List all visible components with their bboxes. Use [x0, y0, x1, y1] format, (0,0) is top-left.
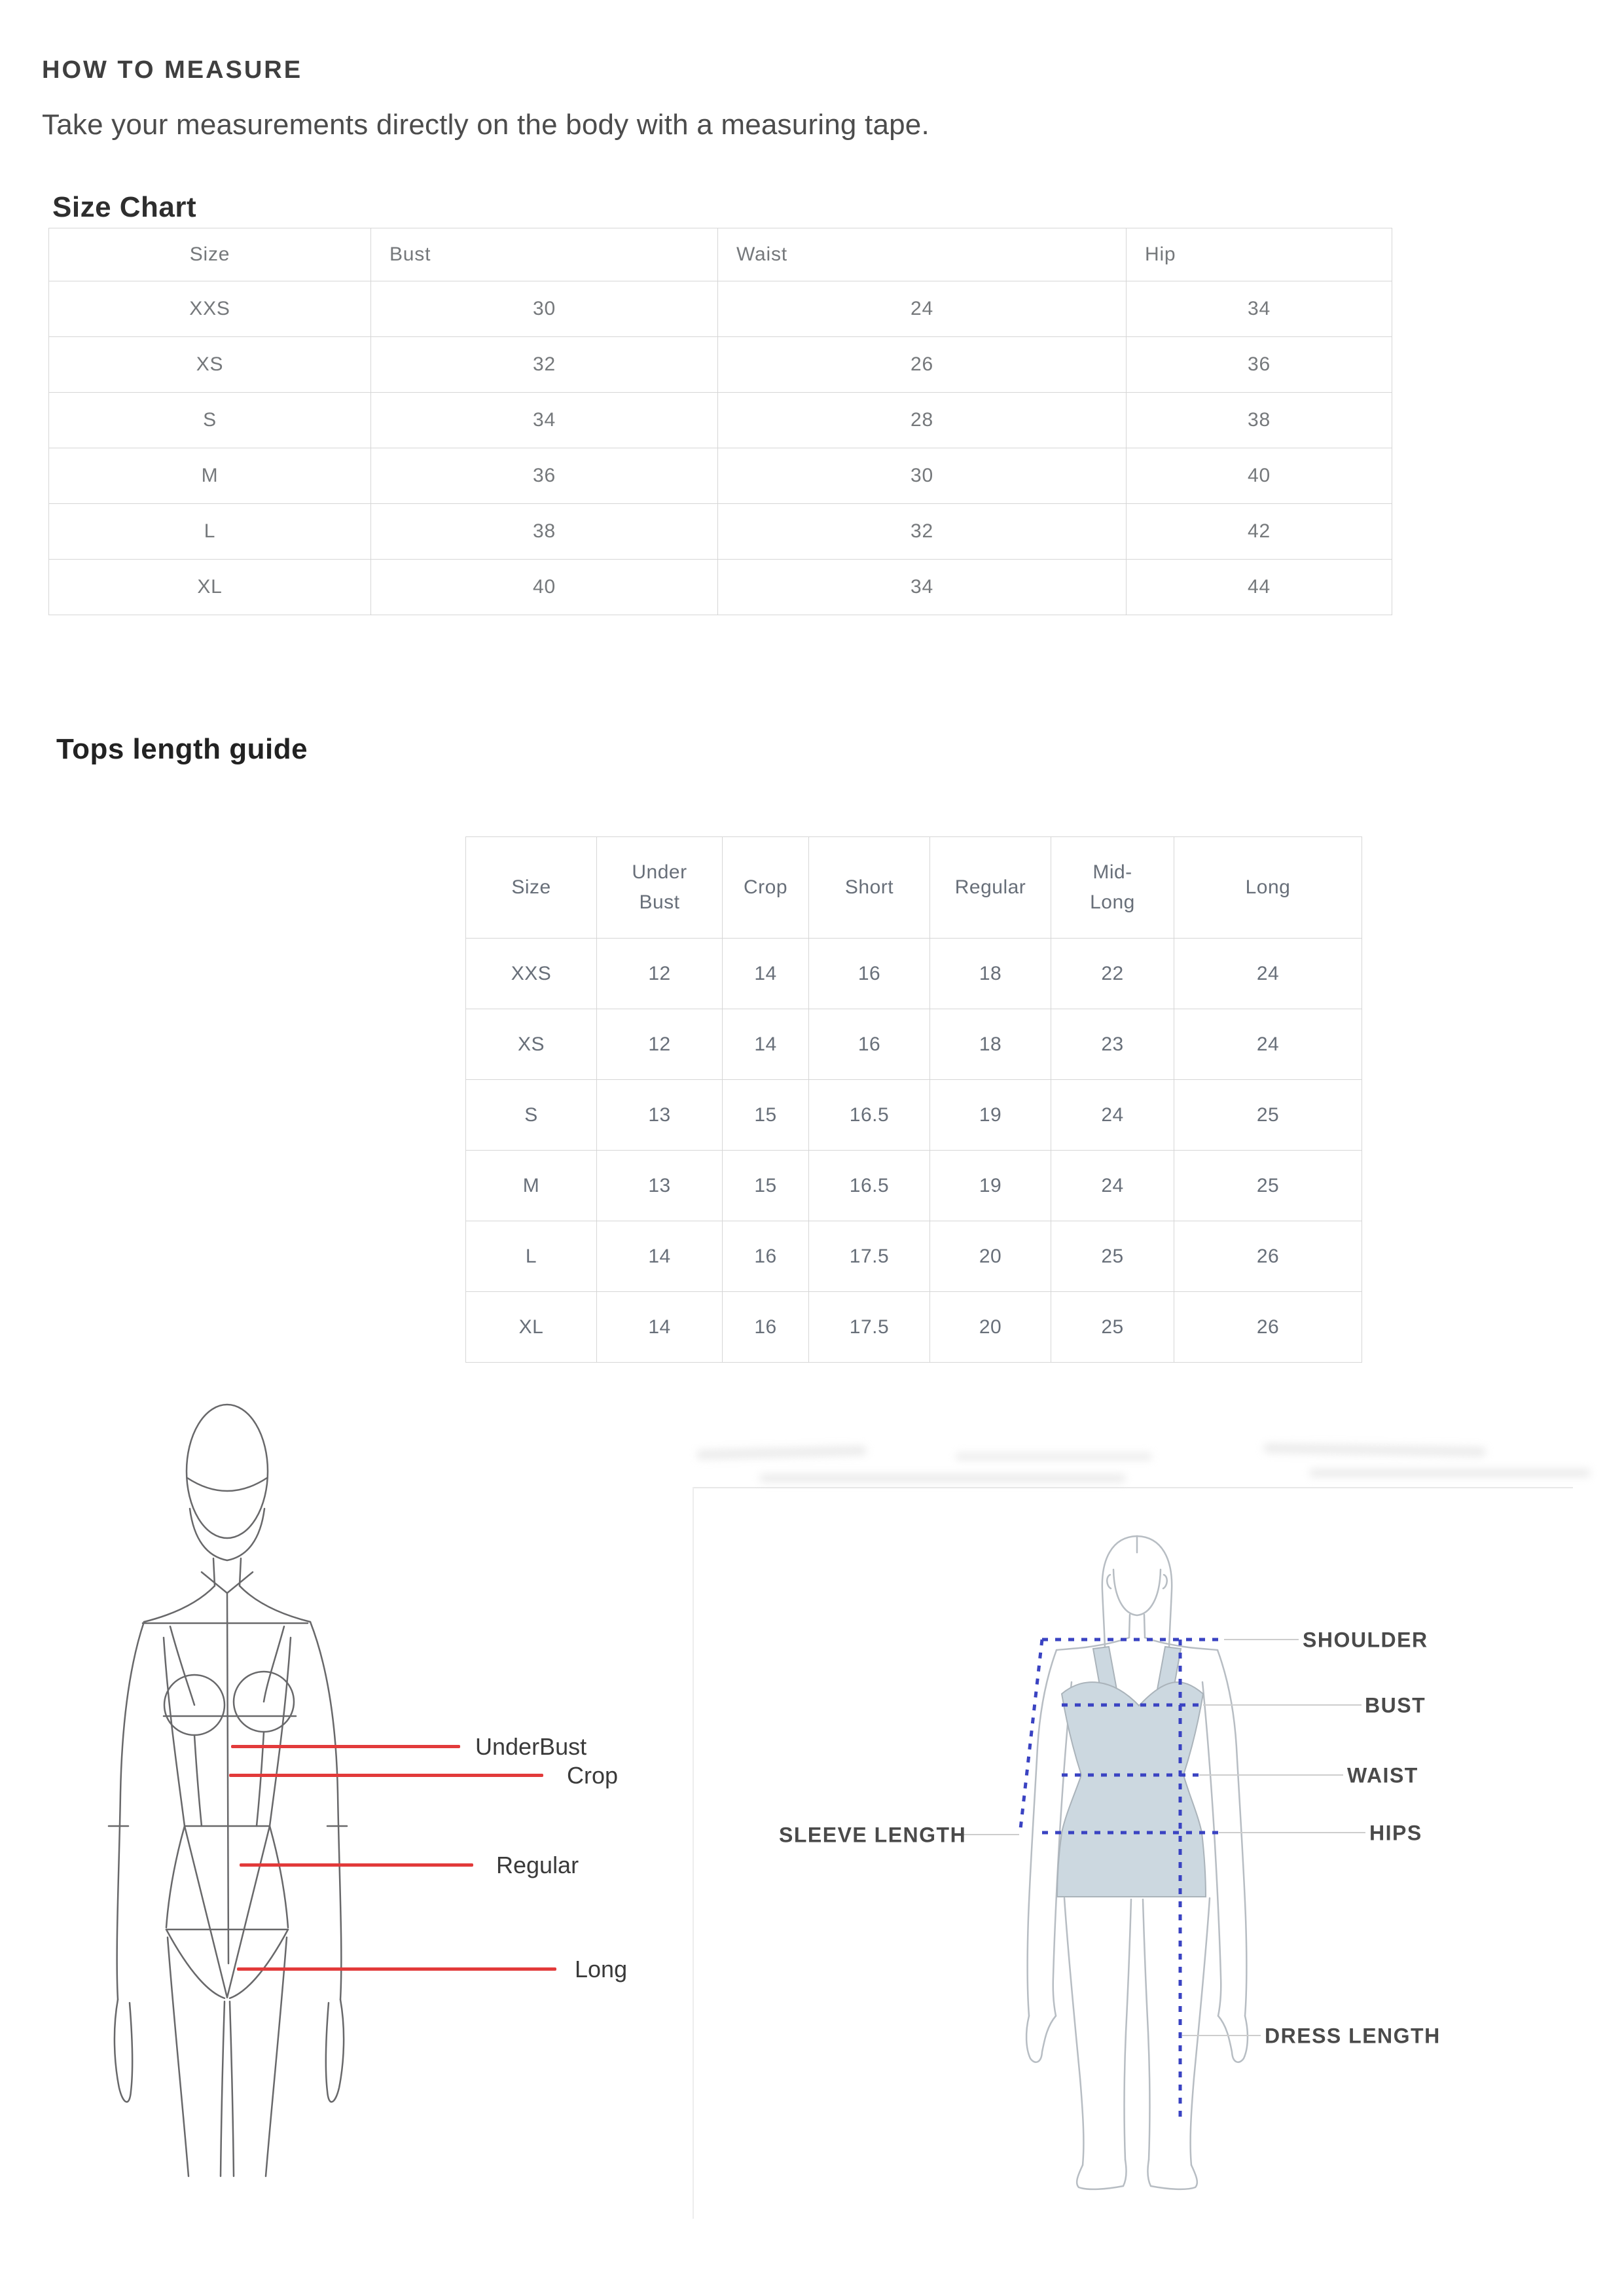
table-cell: M [466, 1151, 597, 1221]
table-cell: 34 [371, 393, 718, 448]
table-cell: 28 [718, 393, 1127, 448]
table-cell: 15 [723, 1080, 809, 1151]
size-chart-table [48, 228, 1392, 615]
table-cell: 36 [371, 448, 718, 504]
table-cell: S [466, 1080, 597, 1151]
table-cell: 25 [1174, 1080, 1362, 1151]
table-cell: 34 [718, 560, 1127, 615]
table-row [49, 393, 1392, 448]
table-cell: L [466, 1221, 597, 1292]
table-cell: 22 [1051, 939, 1174, 1009]
long-label: Long [575, 1956, 628, 1982]
table-cell: 16.5 [809, 1151, 930, 1221]
table-cell: 24 [1051, 1080, 1174, 1151]
table-cell: XS [49, 337, 371, 393]
underbust-label: UnderBust [475, 1733, 587, 1760]
table-cell: 24 [1174, 939, 1362, 1009]
table-row [49, 281, 1392, 337]
tops-length-guide-table [465, 836, 1362, 1363]
regular-line [240, 1863, 473, 1867]
table-cell: 32 [371, 337, 718, 393]
table-row [466, 1009, 1362, 1080]
page-title: HOW TO MEASURE [42, 56, 303, 84]
crop-label: Crop [567, 1762, 619, 1789]
table-row [49, 448, 1392, 504]
table-cell: 26 [1174, 1292, 1362, 1363]
table-cell: 16 [723, 1292, 809, 1363]
table-cell: 12 [597, 939, 723, 1009]
table-cell: 25 [1051, 1292, 1174, 1363]
table-cell: 26 [1174, 1221, 1362, 1292]
table-cell: M [49, 448, 371, 504]
table-cell: 14 [597, 1221, 723, 1292]
table-cell: XL [49, 560, 371, 615]
table-cell: S [49, 393, 371, 448]
table-cell: XXS [49, 281, 371, 337]
table-cell: 16 [809, 939, 930, 1009]
table-cell: 25 [1174, 1151, 1362, 1221]
col-header-size: Size [49, 228, 371, 281]
table-cell: 16.5 [809, 1080, 930, 1151]
sleeve-length-label: SLEEVE LENGTH [779, 1823, 967, 1847]
table-row [49, 560, 1392, 615]
underbust-line [231, 1745, 460, 1748]
table-cell: 17.5 [809, 1221, 930, 1292]
table-cell: 14 [597, 1292, 723, 1363]
intro-text: Take your measurements directly on the body with a measuring tape. [42, 109, 929, 141]
table-cell: 16 [723, 1221, 809, 1292]
table-cell: 14 [723, 939, 809, 1009]
size-chart-title: Size Chart [52, 191, 197, 223]
table-cell: XL [466, 1292, 597, 1363]
table-cell: 19 [930, 1080, 1051, 1151]
table-cell: 42 [1127, 504, 1392, 560]
table-cell: 13 [597, 1151, 723, 1221]
bust-label: BUST [1365, 1693, 1426, 1717]
shoulder-label: SHOULDER [1303, 1628, 1428, 1652]
col-header-waist: Waist [718, 228, 1127, 281]
table-row [466, 1221, 1362, 1292]
table-cell: 40 [1127, 448, 1392, 504]
dress-measurement-diagram [681, 1401, 1624, 2251]
table-cell: 44 [1127, 560, 1392, 615]
table-cell: 19 [930, 1151, 1051, 1221]
table-row [466, 939, 1362, 1009]
dress-length-label: DRESS LENGTH [1265, 2024, 1441, 2048]
table-cell: XS [466, 1009, 597, 1080]
regular-label: Regular [496, 1852, 579, 1878]
tops-length-guide-title: Tops length guide [56, 733, 308, 765]
table-cell: 26 [718, 337, 1127, 393]
table-row [49, 504, 1392, 560]
table-row [49, 337, 1392, 393]
table-cell: 32 [718, 504, 1127, 560]
table-cell: 24 [718, 281, 1127, 337]
table-cell: 24 [1051, 1151, 1174, 1221]
table-cell: 24 [1174, 1009, 1362, 1080]
table-cell: 34 [1127, 281, 1392, 337]
table-cell: 25 [1051, 1221, 1174, 1292]
table-row [466, 1292, 1362, 1363]
table-cell: 13 [597, 1080, 723, 1151]
table-cell: 16 [809, 1009, 930, 1080]
table-cell: 38 [371, 504, 718, 560]
table-cell: 23 [1051, 1009, 1174, 1080]
table-cell: L [49, 504, 371, 560]
col-header-long: Long [1174, 837, 1362, 939]
table-cell: 12 [597, 1009, 723, 1080]
col-header-under-bust: Under Bust [597, 837, 723, 939]
table-cell: 20 [930, 1292, 1051, 1363]
table-cell: 18 [930, 939, 1051, 1009]
table-cell: XXS [466, 939, 597, 1009]
col-header-regular: Regular [930, 837, 1051, 939]
table-row [466, 1080, 1362, 1151]
col-header-bust: Bust [371, 228, 718, 281]
table-cell: 15 [723, 1151, 809, 1221]
col-header-mid-long: Mid-Long [1051, 837, 1174, 939]
table-cell: 30 [718, 448, 1127, 504]
table-header-row [466, 837, 1362, 939]
dress-shape [1057, 1647, 1206, 1897]
table-header-row [49, 228, 1392, 281]
col-header-short: Short [809, 837, 930, 939]
waist-label: WAIST [1347, 1763, 1418, 1787]
long-line [237, 1967, 556, 1971]
table-cell: 18 [930, 1009, 1051, 1080]
crop-line [229, 1774, 543, 1777]
table-cell: 40 [371, 560, 718, 615]
col-header-hip: Hip [1127, 228, 1392, 281]
col-header-crop: Crop [723, 837, 809, 939]
table-cell: 17.5 [809, 1292, 930, 1363]
table-cell: 36 [1127, 337, 1392, 393]
table-row [466, 1151, 1362, 1221]
table-cell: 20 [930, 1221, 1051, 1292]
col-header-size: Size [466, 837, 597, 939]
table-cell: 38 [1127, 393, 1392, 448]
tops-length-diagram [65, 1374, 687, 2199]
hips-label: HIPS [1369, 1821, 1422, 1845]
table-cell: 30 [371, 281, 718, 337]
table-cell: 14 [723, 1009, 809, 1080]
